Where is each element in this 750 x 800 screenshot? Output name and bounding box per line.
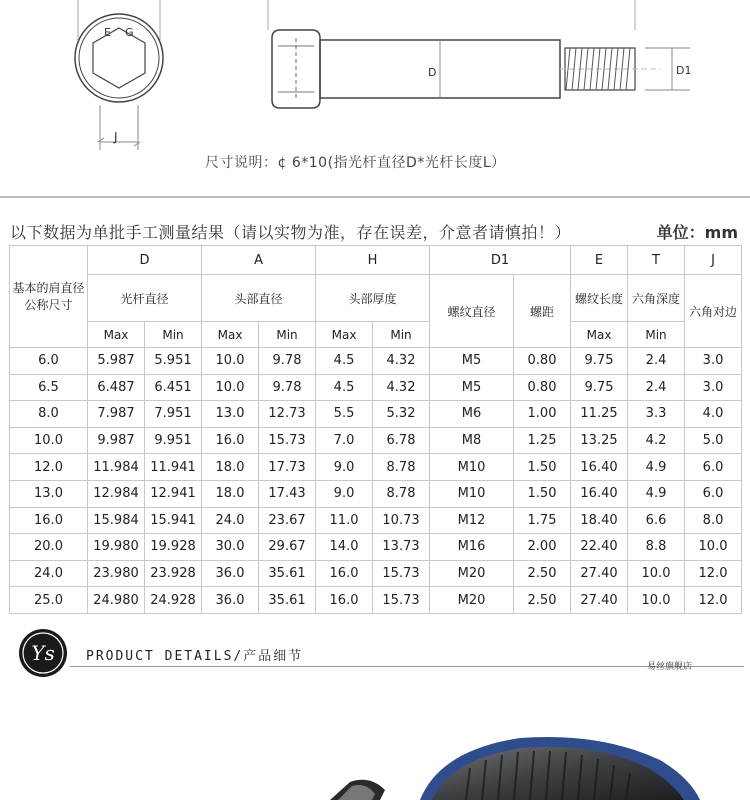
table-cell: 19.928 (145, 534, 202, 561)
table-cell: 12.941 (145, 480, 202, 507)
table-cell: 13.0 (202, 401, 259, 428)
table-cell: 29.67 (259, 534, 316, 561)
e-max-label: Max (571, 322, 628, 348)
table-cell: M5 (430, 348, 514, 375)
table-cell: 7.0 (316, 427, 373, 454)
table-cell: 1.25 (514, 427, 571, 454)
table-cell: 13.25 (571, 427, 628, 454)
table-cell: 18.40 (571, 507, 628, 534)
table-cell: 8.0 (685, 507, 742, 534)
table-cell: 3.0 (685, 374, 742, 401)
table-cell: M10 (430, 454, 514, 481)
table-cell: 6.6 (628, 507, 685, 534)
table-cell: 16.0 (316, 560, 373, 587)
product-photo (0, 690, 750, 800)
product-details-rule (70, 666, 744, 667)
h-max-label: Max (316, 322, 373, 348)
table-cell: 35.61 (259, 560, 316, 587)
table-cell: 24.980 (88, 587, 145, 614)
table-cell: 8.8 (628, 534, 685, 561)
section-divider (0, 196, 750, 198)
table-cell: 9.987 (88, 427, 145, 454)
table-cell: 16.0 (10, 507, 88, 534)
table-cell: 10.0 (202, 348, 259, 375)
table-row (10, 534, 742, 561)
label-d: D (428, 66, 437, 79)
header-a: A (202, 246, 316, 275)
subheader-hex-depth: 六角深度 (628, 275, 685, 322)
table-cell: 9.0 (316, 480, 373, 507)
table-cell: 5.5 (316, 401, 373, 428)
table-cell: 10.0 (10, 427, 88, 454)
label-g: G (125, 26, 134, 39)
table-cell: M5 (430, 374, 514, 401)
dimension-caption: 尺寸说明：¢ 6*10(指光杆直径D*光杆长度L） (205, 155, 506, 171)
table-cell: 9.75 (571, 374, 628, 401)
product-details-title: PRODUCT DETAILS/产品细节 (86, 649, 304, 664)
table-cell: M20 (430, 560, 514, 587)
table-cell: 4.5 (316, 374, 373, 401)
table-cell: 5.951 (145, 348, 202, 375)
table-cell: 10.0 (628, 587, 685, 614)
header-d1: D1 (430, 246, 571, 275)
table-cell: 16.40 (571, 480, 628, 507)
table-cell: 10.73 (373, 507, 430, 534)
table-cell: 9.78 (259, 374, 316, 401)
table-cell: 12.984 (88, 480, 145, 507)
table-cell: 6.0 (685, 454, 742, 481)
table-cell: M12 (430, 507, 514, 534)
spec-table-body (10, 348, 742, 614)
table-cell: 15.73 (373, 560, 430, 587)
table-cell: 22.40 (571, 534, 628, 561)
table-cell: 11.25 (571, 401, 628, 428)
table-cell: 23.67 (259, 507, 316, 534)
table-cell: 18.0 (202, 480, 259, 507)
table-cell: 4.9 (628, 454, 685, 481)
table-cell: 6.5 (10, 374, 88, 401)
table-cell: 3.3 (628, 401, 685, 428)
table-cell: 16.0 (316, 587, 373, 614)
table-cell: 4.9 (628, 480, 685, 507)
table-cell: 13.73 (373, 534, 430, 561)
table-cell: 1.00 (514, 401, 571, 428)
header-nominal-size: 基本的肩直径公称尺寸 (10, 246, 88, 348)
head-end-view (75, 0, 163, 150)
table-cell: 7.987 (88, 401, 145, 428)
header-e: E (571, 246, 628, 275)
table-cell: 23.928 (145, 560, 202, 587)
table-cell: 18.0 (202, 454, 259, 481)
label-j: J (114, 130, 118, 144)
header-h: H (316, 246, 430, 275)
table-row (10, 560, 742, 587)
table-cell: M20 (430, 587, 514, 614)
table-row (10, 480, 742, 507)
table-row (10, 587, 742, 614)
subheader-thread-diameter: 螺纹直径 (430, 275, 514, 348)
table-cell: 6.0 (685, 480, 742, 507)
table-cell: 1.50 (514, 480, 571, 507)
table-cell: 23.980 (88, 560, 145, 587)
table-cell: 4.0 (685, 401, 742, 428)
table-cell: 11.984 (88, 454, 145, 481)
table-cell: 5.32 (373, 401, 430, 428)
table-cell: 24.0 (202, 507, 259, 534)
table-cell: 8.78 (373, 480, 430, 507)
table-cell: 7.951 (145, 401, 202, 428)
table-cell: 9.75 (571, 348, 628, 375)
table-cell: 2.50 (514, 560, 571, 587)
table-cell: 6.451 (145, 374, 202, 401)
thread-hatching (566, 48, 630, 90)
table-cell: 13.0 (10, 480, 88, 507)
subheader-head-height: 头部厚度 (316, 275, 430, 322)
table-cell: 15.73 (373, 587, 430, 614)
d-max-label: Max (88, 322, 145, 348)
table-cell: 5.0 (685, 427, 742, 454)
table-cell: 6.0 (10, 348, 88, 375)
t-min-label: Min (628, 322, 685, 348)
table-row (10, 454, 742, 481)
table-cell: 2.00 (514, 534, 571, 561)
table-cell: 17.43 (259, 480, 316, 507)
table-cell: 1.75 (514, 507, 571, 534)
table-cell: 10.0 (685, 534, 742, 561)
table-cell: 17.73 (259, 454, 316, 481)
table-cell: 10.0 (202, 374, 259, 401)
d-min-label: Min (145, 322, 202, 348)
table-cell: 3.0 (685, 348, 742, 375)
table-cell: 36.0 (202, 587, 259, 614)
spec-table (9, 245, 742, 614)
table-cell: 12.73 (259, 401, 316, 428)
table-row (10, 507, 742, 534)
table-cell: 4.2 (628, 427, 685, 454)
table-cell: M8 (430, 427, 514, 454)
table-cell: 35.61 (259, 587, 316, 614)
unit-label: 单位：mm (656, 223, 738, 242)
brand-logo (18, 628, 68, 678)
label-d1: D1 (676, 64, 692, 77)
table-cell: 16.40 (571, 454, 628, 481)
subheader-thread-pitch: 螺距 (514, 275, 571, 348)
table-row (10, 374, 742, 401)
table-cell: 15.984 (88, 507, 145, 534)
table-cell: 19.980 (88, 534, 145, 561)
header-d: D (88, 246, 202, 275)
table-cell: 2.4 (628, 374, 685, 401)
table-cell: 20.0 (10, 534, 88, 561)
table-cell: 24.0 (10, 560, 88, 587)
screw-side-view (268, 0, 690, 108)
table-cell: 15.73 (259, 427, 316, 454)
subheader-thread-length: 螺纹长度 (571, 275, 628, 322)
table-cell: 10.0 (628, 560, 685, 587)
table-cell: 12.0 (685, 560, 742, 587)
table-cell: M10 (430, 480, 514, 507)
table-cell: M6 (430, 401, 514, 428)
table-cell: 27.40 (571, 560, 628, 587)
table-cell: 27.40 (571, 587, 628, 614)
table-cell: 4.32 (373, 374, 430, 401)
subheader-hex-across-flats: 六角对边 (685, 275, 742, 348)
table-cell: 4.5 (316, 348, 373, 375)
header-j: J (685, 246, 742, 275)
table-cell: 0.80 (514, 374, 571, 401)
table-cell: 25.0 (10, 587, 88, 614)
table-cell: 0.80 (514, 348, 571, 375)
table-cell: 30.0 (202, 534, 259, 561)
label-e: E (104, 26, 111, 39)
table-cell: 6.487 (88, 374, 145, 401)
measurement-notice: 以下数据为单批手工测量结果（请以实物为准，存在误差，介意者请慎拍！） (10, 223, 572, 242)
table-cell: 16.0 (202, 427, 259, 454)
a-max-label: Max (202, 322, 259, 348)
table-cell: 36.0 (202, 560, 259, 587)
table-cell: 11.0 (316, 507, 373, 534)
brand-logo-text: Ys (31, 641, 55, 665)
subheader-head-diameter: 头部直径 (202, 275, 316, 322)
a-min-label: Min (259, 322, 316, 348)
table-cell: 24.928 (145, 587, 202, 614)
table-cell: 14.0 (316, 534, 373, 561)
table-cell: 2.4 (628, 348, 685, 375)
table-cell: 6.78 (373, 427, 430, 454)
screw-drawing (0, 0, 750, 150)
table-cell: 9.951 (145, 427, 202, 454)
shop-name: 易丝旗舰店 (646, 662, 692, 672)
table-cell: 5.987 (88, 348, 145, 375)
table-row (10, 427, 742, 454)
table-cell: 15.941 (145, 507, 202, 534)
table-cell: 4.32 (373, 348, 430, 375)
table-cell: 8.78 (373, 454, 430, 481)
header-t: T (628, 246, 685, 275)
table-cell: 12.0 (685, 587, 742, 614)
subheader-shank-diameter: 光杆直径 (88, 275, 202, 322)
table-row (10, 348, 742, 375)
table-cell: 9.78 (259, 348, 316, 375)
table-cell: 12.0 (10, 454, 88, 481)
table-cell: 9.0 (316, 454, 373, 481)
table-cell: M16 (430, 534, 514, 561)
table-cell: 11.941 (145, 454, 202, 481)
h-min-label: Min (373, 322, 430, 348)
table-cell: 8.0 (10, 401, 88, 428)
table-cell: 1.50 (514, 454, 571, 481)
table-cell: 2.50 (514, 587, 571, 614)
table-row (10, 401, 742, 428)
